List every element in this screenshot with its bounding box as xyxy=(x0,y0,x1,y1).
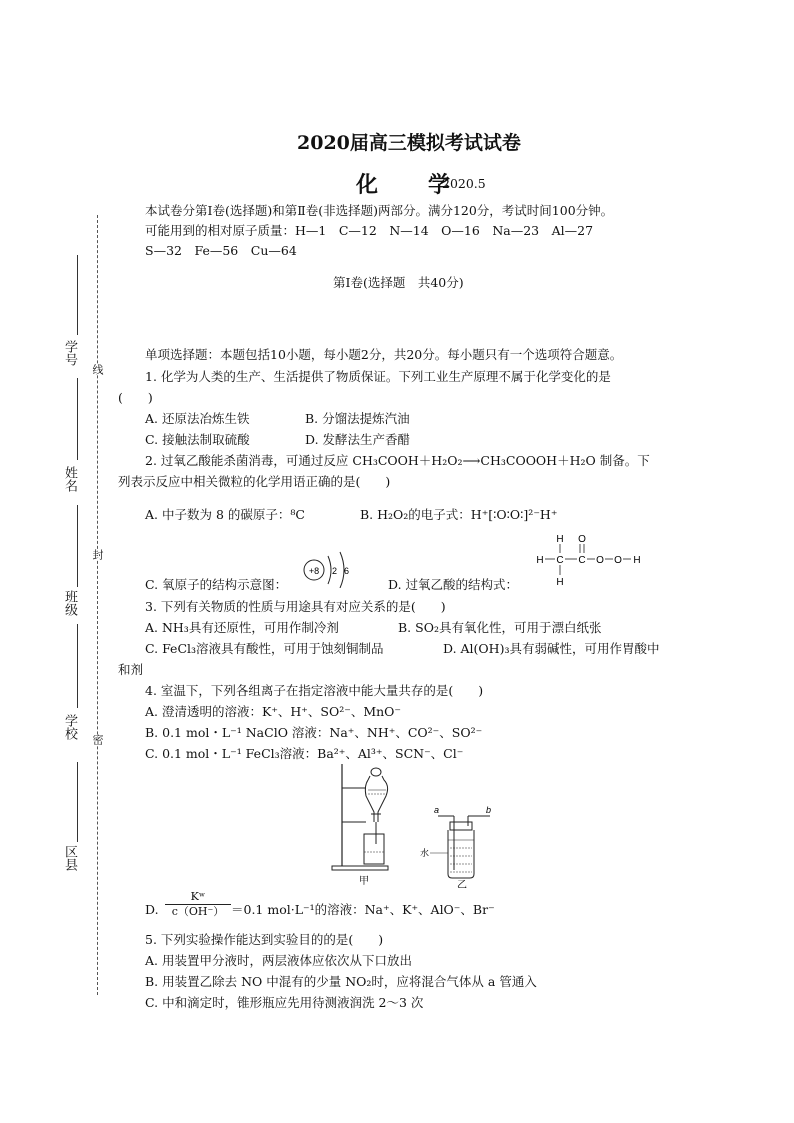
intro-line-3: S—32 Fe—56 Cu—64 xyxy=(145,243,297,258)
district-label: 区县 xyxy=(62,845,77,871)
struct-h-right: H xyxy=(633,555,641,566)
q3-option-d: D. Al(OH)₃具有弱碱性，可用作胃酸中 xyxy=(443,641,660,656)
school-underline xyxy=(77,624,78,708)
q4-option-a: A. 澄清透明的溶液：K⁺、H⁺、SO²⁻、MnO⁻ xyxy=(145,704,402,719)
q4-option-d-rest: ＝0.1 mol·L⁻¹的溶液：Na⁺、K⁺、AlO⁻、Br⁻ xyxy=(231,902,495,917)
tube-a-label: a xyxy=(434,805,440,815)
q2-option-a: A. 中子数为 8 的碳原子：⁸C xyxy=(145,507,305,522)
apparatus-1-label: 甲 xyxy=(359,876,369,886)
district-underline xyxy=(77,762,78,842)
name-label: 姓名 xyxy=(62,466,77,492)
q2-option-d: D. 过氧乙酸的结构式： xyxy=(388,577,519,592)
struct-h-top: H xyxy=(556,534,564,545)
seal-mark: 封 xyxy=(91,549,104,560)
intro-line-2: 可能用到的相对原子质量：H—1 C—12 N—14 O—16 Na—23 Al—27 xyxy=(145,223,594,238)
q1-option-d: D. 发酵法生产香醋 xyxy=(305,432,411,447)
tube-b-label: b xyxy=(486,805,492,815)
apparatus-2-label: 乙 xyxy=(457,880,467,888)
struct-o3: O xyxy=(614,555,622,566)
nucleus-label: +8 xyxy=(308,566,320,576)
q4-stem: 4. 室温下，下列各组离子在指定溶液中能大量共存的是( ) xyxy=(145,683,484,698)
name-underline xyxy=(77,378,78,460)
section-instruction: 单项选择题：本题包括10小题，每小题2分，共20分。每小题只有一个选项符合题意。 xyxy=(145,347,623,362)
water-label: 水 xyxy=(420,848,430,858)
apparatus-separatory-funnel xyxy=(328,762,400,886)
q1-option-b: B. 分馏法提炼汽油 xyxy=(305,411,410,426)
q2-option-c: C. 氧原子的结构示意图： xyxy=(145,577,288,592)
q5-option-b: B. 用装置乙除去 NO 中混有的少量 NO₂时，应将混合气体从 a 管通入 xyxy=(145,974,537,989)
line-mark: 线 xyxy=(91,364,104,375)
part1-heading: 第Ⅰ卷(选择题 共40分) xyxy=(333,275,464,290)
dashed-binding-line xyxy=(97,215,98,995)
fraction-numerator: Kʷ xyxy=(165,890,231,905)
school-label: 学校 xyxy=(62,714,77,740)
q3-option-b: B. SO₂具有氧化性，可用于漂白纸张 xyxy=(398,620,602,635)
subject-name: 化 学 xyxy=(356,172,453,198)
struct-o2: O xyxy=(596,555,604,566)
struct-o-top: O xyxy=(578,534,586,545)
class-underline xyxy=(77,505,78,587)
q5-option-c: C. 中和滴定时，锥形瓶应先用待测液润洗 2～3 次 xyxy=(145,995,424,1010)
exam-title: 2020届高三模拟考试试卷 xyxy=(297,132,521,154)
apparatus-gas-washing-bottle xyxy=(416,804,498,888)
intro-line-1: 本试卷分第Ⅰ卷(选择题)和第Ⅱ卷(非选择题)两部分。满分120分，考试时间100分钟。 xyxy=(145,203,614,218)
q4-option-d-fraction xyxy=(165,890,231,919)
q4-option-b: B. 0.1 mol・L⁻¹ NaClO 溶液：Na⁺、NH⁺、CO²⁻、SO²⁻ xyxy=(145,725,483,740)
struct-c1: C xyxy=(556,555,564,566)
q2-stem-cont: 列表示反应中相关微粒的化学用语正确的是( ) xyxy=(118,474,391,489)
q2-option-b: B. H₂O₂的电子式：H⁺[∶O∶O∶]²⁻H⁺ xyxy=(360,507,558,522)
struct-h-bottom: H xyxy=(556,577,564,586)
struct-c2: C xyxy=(578,555,586,566)
shell-2-count: 6 xyxy=(344,566,350,576)
shell-arc-1 xyxy=(328,556,331,584)
fraction-denominator: c（OH⁻） xyxy=(171,905,225,918)
q5-option-a: A. 用装置甲分液时，两层液体应依次从下口放出 xyxy=(145,953,412,968)
q4-option-c: C. 0.1 mol・L⁻¹ FeCl₃溶液：Ba²⁺、Al³⁺、SCN⁻、Cl⁻ xyxy=(145,746,464,761)
q3-option-c: C. FeCl₃溶液具有酸性，可用于蚀刻铜制品 xyxy=(145,641,384,656)
student-id-underline xyxy=(77,255,78,335)
exam-date: 2020.5 xyxy=(442,176,486,191)
peracetic-acid-structure xyxy=(534,532,644,586)
q2-stem: 2. 过氧乙酸能杀菌消毒，可通过反应 CH₃COOH＋H₂O₂⟶CH₃COOOH＋H₂O 制备。下 xyxy=(145,453,650,468)
oxygen-atom-diagram xyxy=(302,548,358,588)
q1-option-a: A. 还原法冶炼生铁 xyxy=(145,411,250,426)
q5-stem: 5. 下列实验操作能达到实验目的的是( ) xyxy=(145,932,384,947)
q1-stem-cont: ( ) xyxy=(118,390,153,405)
struct-h-left: H xyxy=(536,555,544,566)
shell-1-count: 2 xyxy=(332,566,338,576)
student-id-label: 学号 xyxy=(62,340,77,366)
dense-mark: 密 xyxy=(91,734,104,745)
class-label: 班级 xyxy=(62,590,77,616)
q3-option-d-cont: 和剂 xyxy=(118,662,144,677)
q3-stem: 3. 下列有关物质的性质与用途具有对应关系的是( ) xyxy=(145,599,446,614)
q3-option-a: A. NH₃具有还原性，可用作制冷剂 xyxy=(145,620,339,635)
q1-stem: 1. 化学为人类的生产、生活提供了物质保证。下列工业生产原理不属于化学变化的是 xyxy=(145,369,611,384)
q4-option-d-prefix: D. xyxy=(145,902,159,917)
q1-option-c: C. 接触法制取硫酸 xyxy=(145,432,250,447)
